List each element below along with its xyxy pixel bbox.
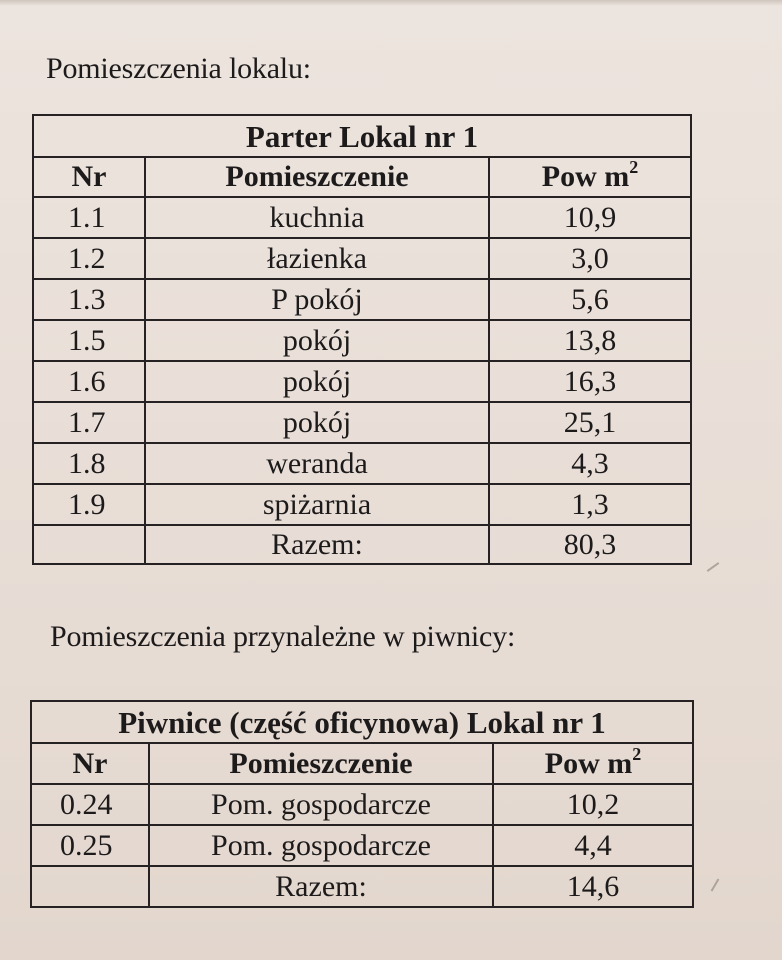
column-header-area bbox=[493, 743, 693, 784]
column-header-nr: Nr bbox=[31, 743, 149, 784]
table-row bbox=[31, 825, 693, 866]
table-row bbox=[31, 784, 693, 825]
column-header-room: Pomieszczenie bbox=[149, 743, 493, 784]
table-row bbox=[33, 197, 691, 238]
row-room: Pom. gospodarcze bbox=[149, 784, 493, 825]
row-room: P pokój bbox=[145, 279, 489, 320]
table-row bbox=[33, 361, 691, 402]
column-header-room: Pomieszczenie bbox=[145, 157, 489, 197]
row-area: 10,9 bbox=[489, 197, 691, 238]
row-area: 4,3 bbox=[489, 443, 691, 484]
area-header-superscript: 2 bbox=[632, 743, 642, 764]
row-nr: 1.7 bbox=[33, 402, 145, 443]
column-header-area bbox=[489, 157, 691, 197]
table-header-row bbox=[33, 157, 691, 197]
table-row bbox=[33, 484, 691, 525]
row-area: 5,6 bbox=[489, 279, 691, 320]
total-label: Razem: bbox=[149, 866, 493, 907]
table-title: Parter Lokal nr 1 bbox=[33, 115, 691, 157]
row-room: pokój bbox=[145, 320, 489, 361]
table-header-row bbox=[31, 743, 693, 784]
row-room: kuchnia bbox=[145, 197, 489, 238]
area-header-label: Pow m bbox=[544, 746, 633, 780]
total-row bbox=[31, 866, 693, 907]
table-row bbox=[33, 402, 691, 443]
total-empty-cell bbox=[31, 866, 149, 907]
area-header-label: Pow m bbox=[541, 160, 630, 193]
row-area: 10,2 bbox=[493, 784, 693, 825]
row-room: pokój bbox=[145, 402, 489, 443]
table-row bbox=[33, 238, 691, 279]
row-room: Pom. gospodarcze bbox=[149, 825, 493, 866]
table-title-row bbox=[31, 701, 693, 743]
pencil-mark bbox=[707, 562, 720, 572]
row-nr: 1.2 bbox=[33, 238, 145, 279]
row-room: weranda bbox=[145, 443, 489, 484]
ground-floor-rooms-table bbox=[32, 114, 692, 565]
total-empty-cell bbox=[33, 525, 145, 564]
row-nr: 1.5 bbox=[33, 320, 145, 361]
total-area: 14,6 bbox=[493, 866, 693, 907]
basement-rooms-table bbox=[30, 700, 694, 908]
table-title: Piwnice (część oficynowa) Lokal nr 1 bbox=[31, 701, 693, 743]
column-header-nr: Nr bbox=[33, 157, 145, 197]
total-label: Razem: bbox=[145, 525, 489, 564]
table-row bbox=[33, 320, 691, 361]
table-row bbox=[33, 279, 691, 320]
row-area: 25,1 bbox=[489, 402, 691, 443]
total-row bbox=[33, 525, 691, 564]
row-room: spiżarnia bbox=[145, 484, 489, 525]
row-area: 3,0 bbox=[489, 238, 691, 279]
row-nr: 1.6 bbox=[33, 361, 145, 402]
total-area: 80,3 bbox=[489, 525, 691, 564]
pencil-mark bbox=[711, 878, 720, 891]
row-room: łazienka bbox=[145, 238, 489, 279]
row-room: pokój bbox=[145, 361, 489, 402]
row-nr: 0.25 bbox=[31, 825, 149, 866]
row-nr: 1.8 bbox=[33, 443, 145, 484]
row-area: 1,3 bbox=[489, 484, 691, 525]
row-area: 13,8 bbox=[489, 320, 691, 361]
row-nr: 1.3 bbox=[33, 279, 145, 320]
basement-heading: Pomieszczenia przynależne w piwnicy: bbox=[50, 620, 516, 653]
paper-top-edge bbox=[0, 0, 782, 6]
table-row bbox=[33, 443, 691, 484]
row-area: 4,4 bbox=[493, 825, 693, 866]
row-area: 16,3 bbox=[489, 361, 691, 402]
row-nr: 0.24 bbox=[31, 784, 149, 825]
row-nr: 1.1 bbox=[33, 197, 145, 238]
row-nr: 1.9 bbox=[33, 484, 145, 525]
table-title-row bbox=[33, 115, 691, 157]
area-header-superscript: 2 bbox=[629, 157, 639, 177]
rooms-heading: Pomieszczenia lokalu: bbox=[46, 52, 311, 85]
